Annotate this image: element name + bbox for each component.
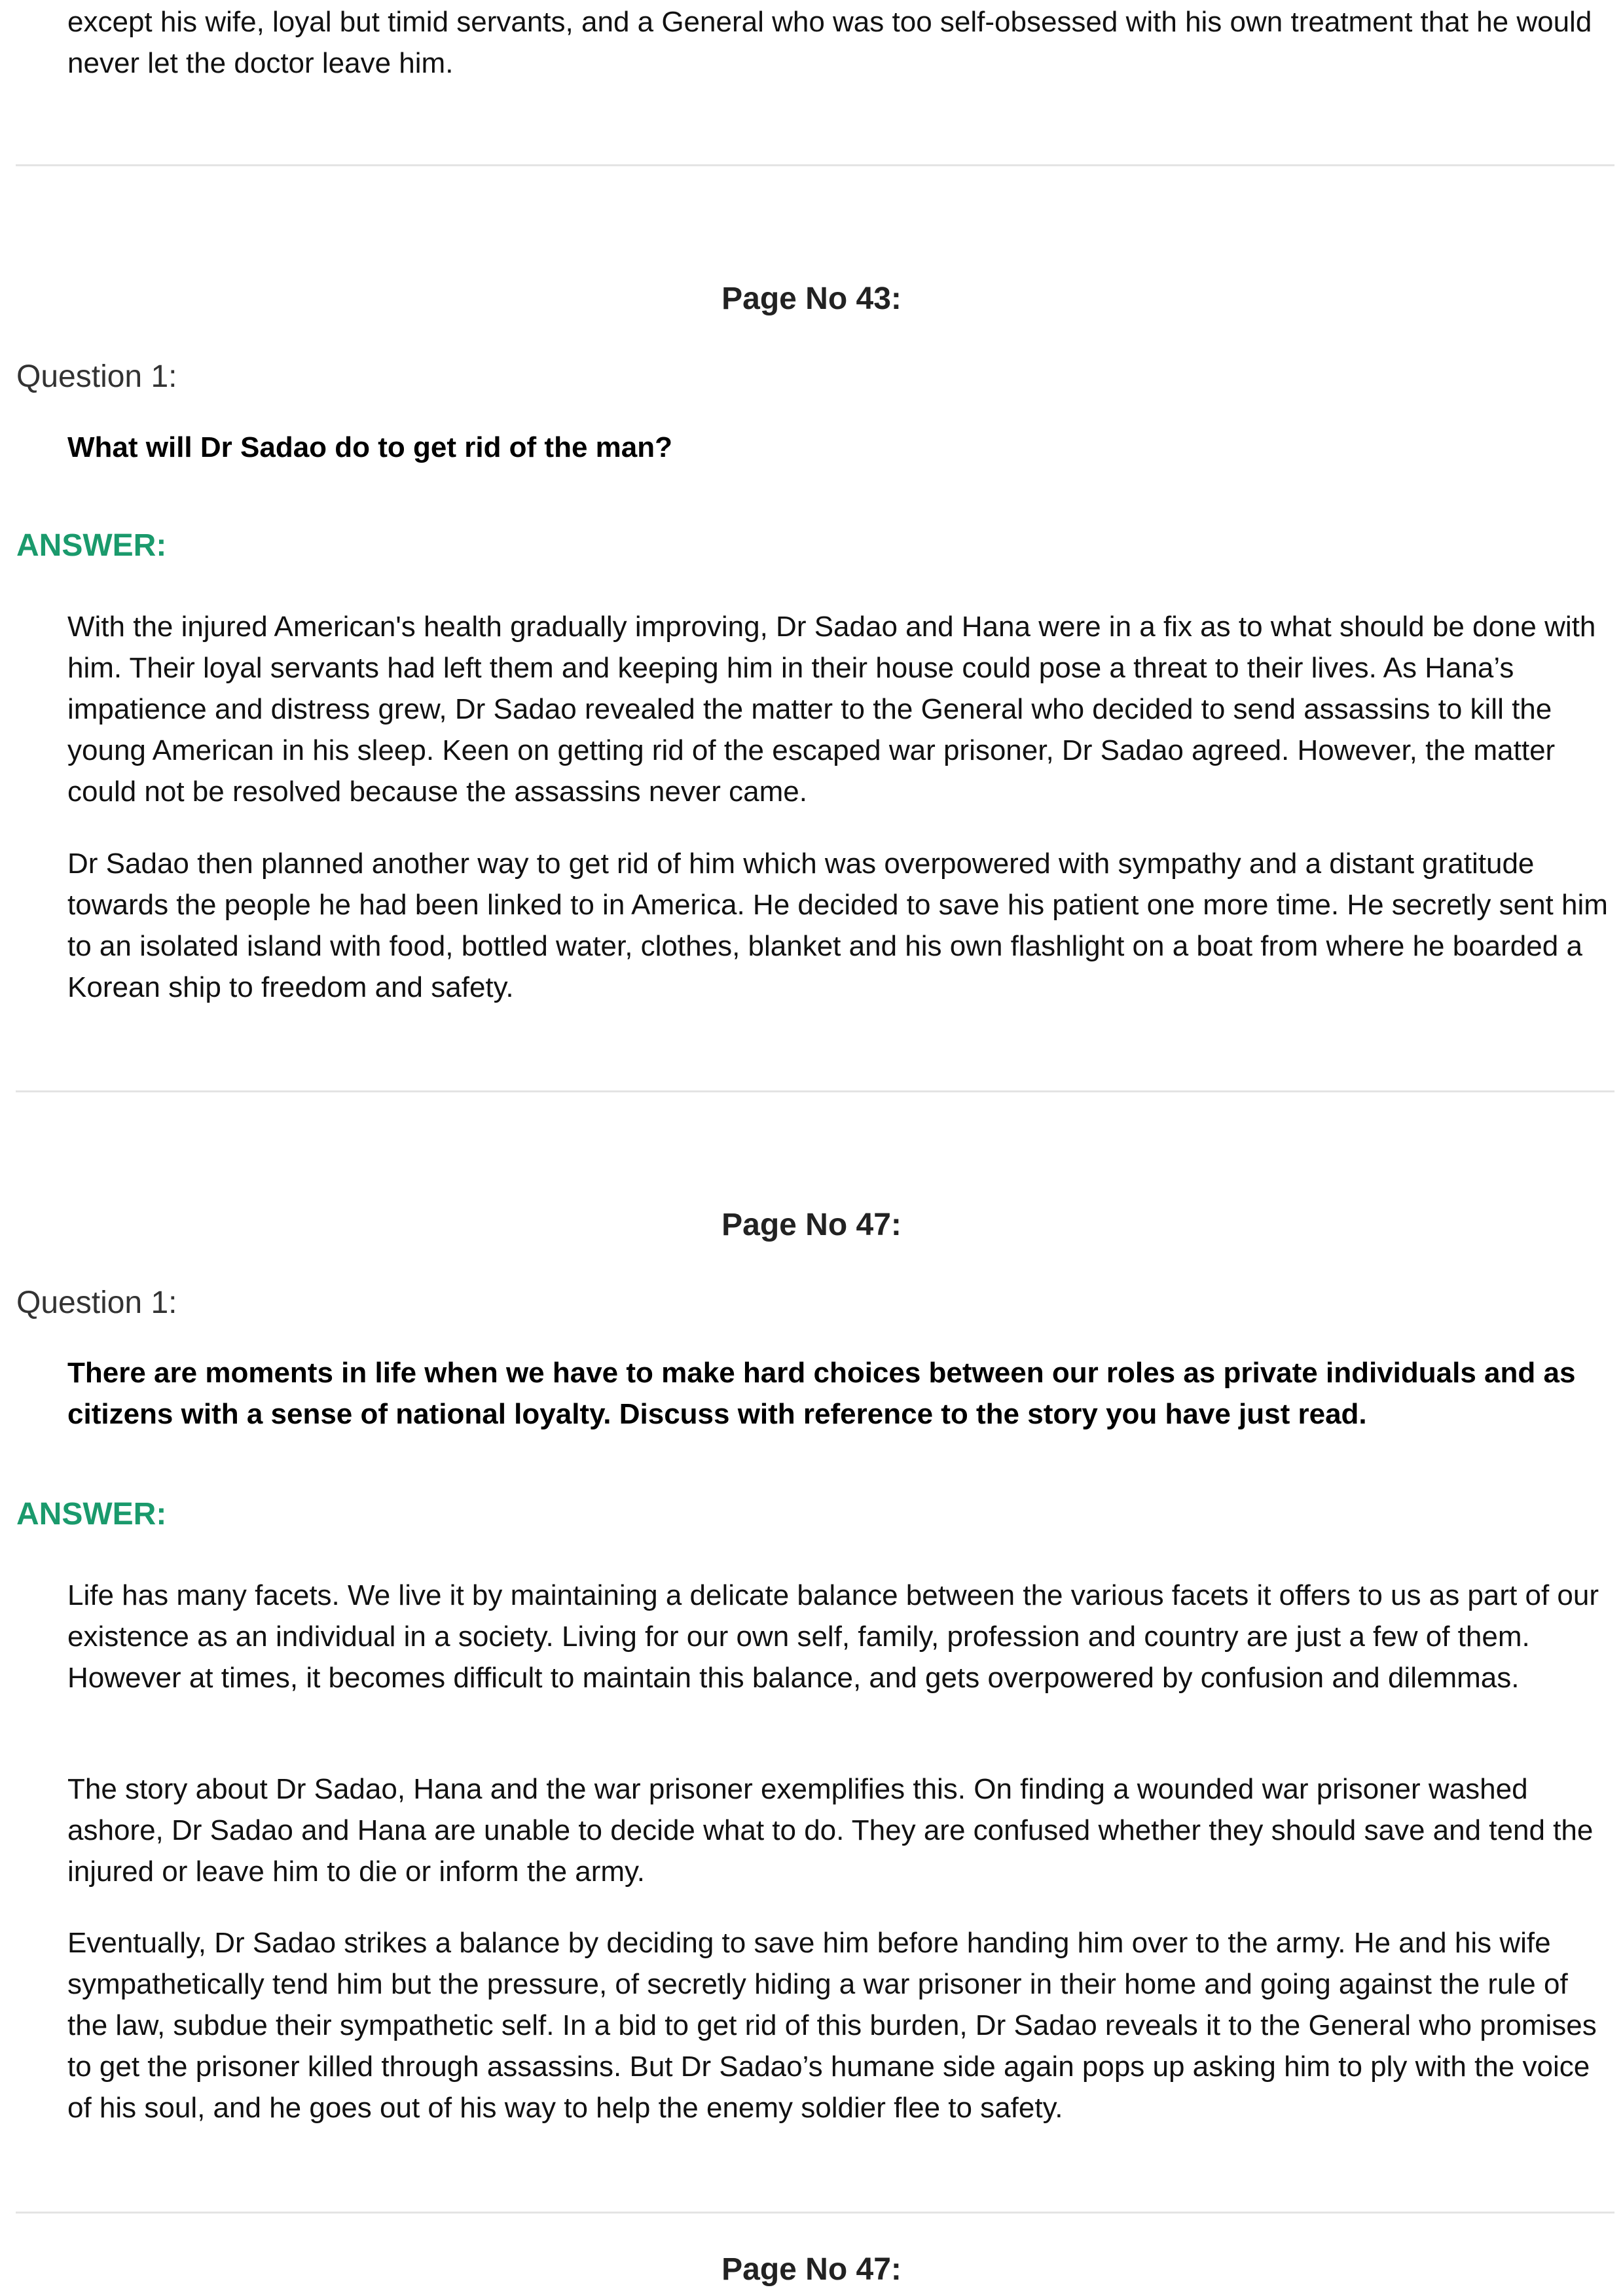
- question-text: There are moments in life when we have to make hard choices between our roles as private individuals and as citizens with a sense of national loyalty. Discuss with reference to the story you have just read.: [67, 1357, 1576, 1430]
- page-heading: Page No 43:: [721, 281, 902, 316]
- answer-label: ANSWER:: [16, 1497, 167, 1532]
- answer-paragraph: With the injured American's health gradually improving, Dr Sadao and Hana were in a fix as to what should be done with him. Their loyal servants had left them and keeping him in their house could pose a threat to their lives. As Hana’s impatience and distress grew, Dr Sadao revealed the matter to the General who decided to send assassins to kill the young American in his sleep. Keen on getting rid of the escaped war prisoner, Dr Sadao agreed. However, the matter could not be resolved because the assassins never came.: [67, 611, 1596, 808]
- section-divider: [16, 2212, 1614, 2214]
- answer-paragraph: The story about Dr Sadao, Hana and the war prisoner exemplifies this. On finding a wounded war prisoner washed ashore, Dr Sadao and Hana are unable to decide what to do. They are confused whether they should save and tend the injured or leave him to die or inform the army.: [67, 1773, 1594, 1888]
- answer-paragraph: Eventually, Dr Sadao strikes a balance by deciding to save him before handing him over to the army. He and his wife sympathetically tend him but the pressure, of secretly hiding a war prisoner in their home and going against the rule of the law, subdue their sympathetic self. In a bid to get rid of this burden, Dr Sadao reveals it to the General who promises to get the prisoner killed through assassins. But Dr Sadao’s humane side again pops up asking him to ply with the voice of his soul, and he goes out of his way to help the enemy soldier flee to safety.: [67, 1927, 1597, 2124]
- page-heading: Page No 47:: [721, 2252, 902, 2287]
- section-divider: [16, 164, 1614, 166]
- question-label: Question 1:: [16, 359, 177, 394]
- answer-label: ANSWER:: [16, 528, 167, 563]
- question-text: What will Dr Sadao do to get rid of the man?: [67, 431, 672, 463]
- answer-paragraph: Dr Sadao then planned another way to get rid of him which was overpowered with sympathy and a distant gratitude towards the people he had been linked to in America. He decided to save his patient one more time. He secretly sent him to an isolated island with food, bottled water, clothes, blanket and his own flashlight on a boat from where he boarded a Korean ship to freedom and safety.: [67, 848, 1608, 1003]
- continuation-paragraph: except his wife, loyal but timid servants, and a General who was too self-obsessed with his own treatment that he would never let the doctor leave him.: [67, 6, 1592, 79]
- page-heading: Page No 47:: [721, 1208, 902, 1242]
- section-divider: [16, 1090, 1614, 1092]
- question-label: Question 1:: [16, 1285, 177, 1320]
- answer-paragraph: Life has many facets. We live it by maintaining a delicate balance between the various facets it offers to us as part of our existence as an individual in a society. Living for our own self, family, profession and country are just a few of them. However at times, it becomes difficult to maintain this balance, and gets overpowered by confusion and dilemmas.: [67, 1579, 1599, 1694]
